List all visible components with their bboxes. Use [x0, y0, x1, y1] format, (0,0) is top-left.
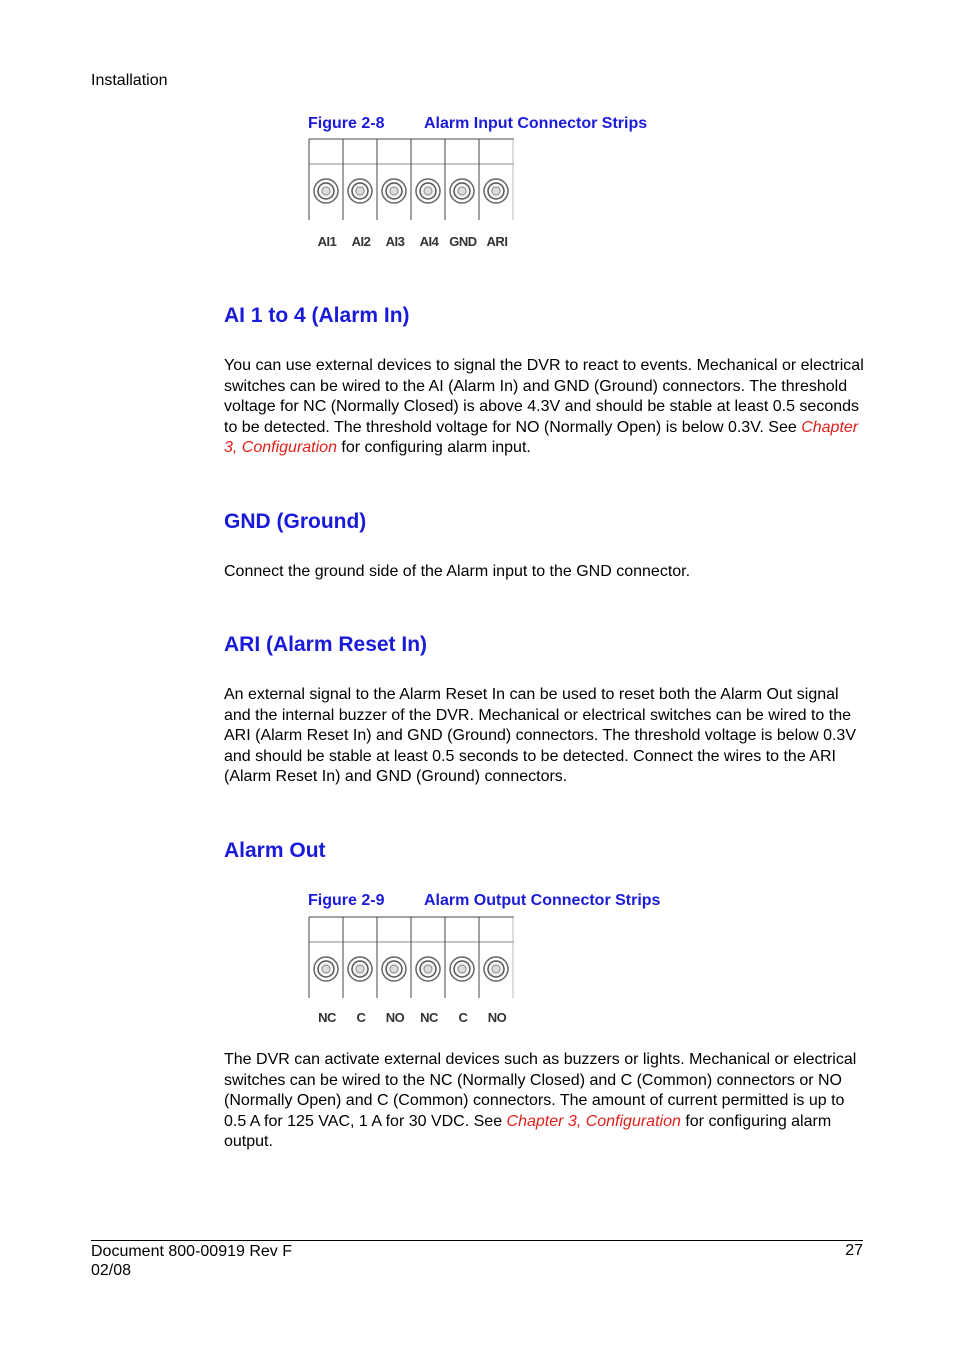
terminal-label: ARI	[486, 234, 508, 249]
figure-title: Alarm Input Connector Strips	[424, 115, 648, 132]
footer-rule	[91, 1240, 863, 1241]
alarm-input-labels	[308, 234, 514, 252]
alarm-input-connector-strip	[308, 138, 514, 220]
figure-number: Figure 2-9	[308, 892, 385, 909]
terminal-label: GND	[449, 234, 477, 249]
paragraph-text: for configuring alarm output.	[224, 1112, 832, 1150]
chapter-3-link[interactable]: Chapter 3, Configuration	[506, 1112, 681, 1130]
screw-head	[322, 965, 330, 973]
figure-caption-input	[308, 115, 647, 133]
screw-head	[424, 187, 432, 195]
alarm-output-connector-strip	[308, 916, 514, 998]
figure-number: Figure 2-8	[308, 115, 385, 132]
section-heading-alarm-in: AI 1 to 4 (Alarm In)	[224, 304, 410, 327]
paragraph-text: for configuring alarm input.	[336, 439, 531, 456]
paragraph-text: The DVR can activate external devices such as buzzers or lights. Mechanical or electrical switches can be wired to the NC (Normally Closed) and C (Common) connectors or NO (Normally Open) and C (Common) connectors. The amount of current permitted is up to 0.5 A for 125 VAC, 1 A for 30 VDC. See	[224, 1051, 857, 1130]
terminal-label: NC	[318, 1010, 336, 1025]
terminal-label: AI4	[419, 234, 439, 249]
connector-terminals	[309, 917, 514, 998]
screw-head	[424, 965, 432, 973]
terminal-label: NO	[385, 1010, 405, 1025]
screw-head	[492, 965, 500, 973]
screw-head	[322, 187, 330, 195]
terminal-label: NO	[487, 1010, 507, 1025]
terminal-label: C	[356, 1010, 366, 1025]
screw-head	[356, 965, 364, 973]
document-number: Document 800-00919 Rev F	[91, 1243, 292, 1260]
figure-caption-output	[308, 892, 660, 910]
page-number: 27	[845, 1242, 863, 1259]
terminal-label: AI2	[351, 234, 371, 249]
screw-head	[390, 187, 398, 195]
terminal-label: AI3	[385, 234, 405, 249]
footer-document-info	[91, 1242, 292, 1280]
screw-head	[492, 187, 500, 195]
paragraph-ground: Connect the ground side of the Alarm input to the GND connector.	[224, 563, 691, 580]
terminal-label: AI1	[317, 234, 337, 249]
alarm-output-labels	[308, 1010, 514, 1028]
paragraph-alarm-out	[224, 1050, 864, 1153]
document-date: 02/08	[91, 1262, 132, 1279]
terminal-label: C	[458, 1010, 468, 1025]
terminal-label: NC	[420, 1010, 438, 1025]
paragraph-alarm-in	[224, 356, 864, 459]
section-heading-ground: GND (Ground)	[224, 510, 367, 533]
chapter-3-link[interactable]: Chapter 3, Configuration	[224, 418, 859, 456]
section-heading-alarm-out: Alarm Out	[224, 839, 326, 862]
screw-head	[458, 187, 466, 195]
figure-title: Alarm Output Connector Strips	[424, 892, 661, 909]
paragraph-text: You can use external devices to signal the DVR to react to events. Mechanical or electrical switches can be wired to the AI (Alarm In) and GND (Ground) connectors. The threshold voltage for NC (Normally Closed) is above 4.3V and should be stable at least 0.5 seconds to be detected. The threshold voltage for NO (Normally Open) is below 0.3V. See	[224, 357, 864, 436]
section-heading-alarm-reset: ARI (Alarm Reset In)	[224, 633, 428, 656]
running-head: Installation	[91, 72, 168, 89]
screw-head	[458, 965, 466, 973]
screw-head	[356, 187, 364, 195]
paragraph-alarm-reset: An external signal to the Alarm Reset In can be used to reset both the Alarm Out signal and the internal buzzer of the DVR. Mechanical or electrical switches can be wired to the ARI (Alarm Reset In) and GND (Ground) connectors. The threshold voltage is below 0.3V and should be stable at least 0.5 seconds to be detected. Connect the wires to the ARI (Alarm Reset In) and GND (Ground) connectors.	[224, 686, 856, 785]
screw-head	[390, 965, 398, 973]
connector-terminals	[309, 139, 514, 220]
